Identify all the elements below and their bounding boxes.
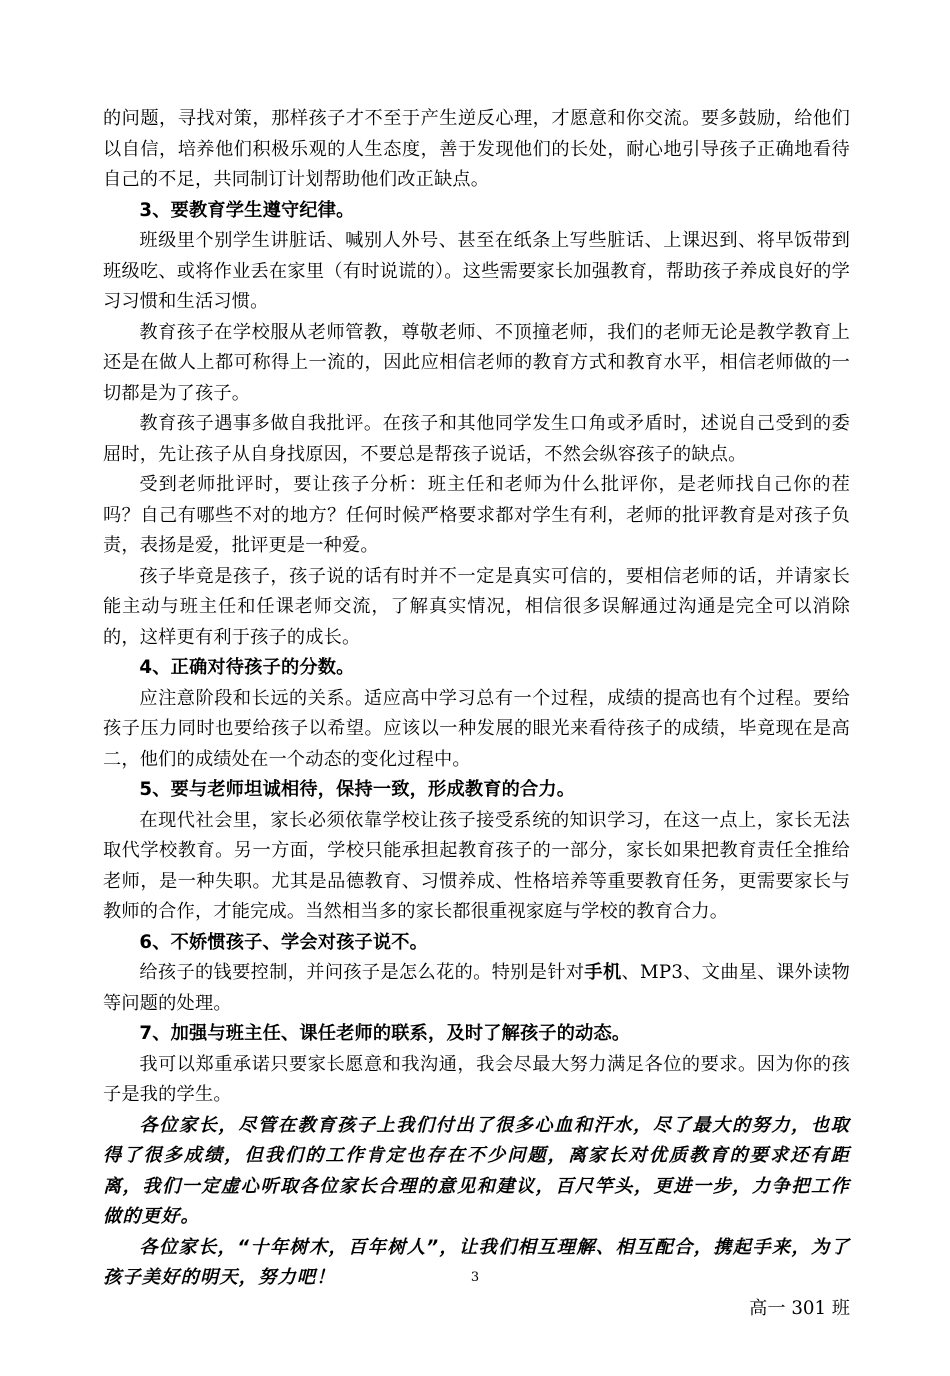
closing-paragraph-2: 各位家长，“十年树木，百年树人”，让我们相互理解、相互配合，携起手来，为了孩子美好的明天，努力吧！ <box>103 1236 850 1288</box>
section-heading-6: 6、不娇惯孩子、学会对孩子说不。 <box>139 931 429 953</box>
section-heading-4: 4、正确对待孩子的分数。 <box>139 657 355 678</box>
paragraph-3-2: 教育孩子在学校服从老师管教，尊敬老师、不顶撞老师，我们的老师无论是教学教育上还是在做人上都可称得上一流的，因此应相信老师的教育方式和教育水平，相信老师做的一切都是为了孩子。 <box>103 321 850 404</box>
paragraph-6-text-a: 给孩子的钱要控制，并问孩子是怎么花的。特别是针对 <box>139 962 585 983</box>
paragraph-5-1: 在现代社会里，家长必须依靠学校让孩子接受系统的知识学习，在这一点上，家长无法取代学校教育。另一方面，学校只能承担起教育孩子的一部分，家长如果把教育责任全推给老师，是一种失职。尤其是品德教育、习惯养成、性格培养等重要教育任务，更需要家长与教师的合作，才能完成。当然相当多的家长都很重视家庭与学校的教育合力。 <box>103 809 850 922</box>
closing-paragraph-1: 各位家长，尽管在教育孩子上我们付出了很多心血和汗水，尽了最大的努力，也取得了很多成绩，但我们的工作肯定也存在不少问题，离家长对优质教育的要求还有距离，我们一定虚心听取各位家长合理的意见和建议，百尺竿头，更进一步，力争把工作做的更好。 <box>103 1114 850 1227</box>
section-heading-5: 5、要与老师坦诚相待，保持一致，形成教育的合力。 <box>139 779 576 800</box>
section-heading-7: 7、加强与班主任、课任老师的联系，及时了解孩子的动态。 <box>139 1023 631 1044</box>
paragraph-4-1: 应注意阶段和长远的关系。适应高中学习总有一个过程，成绩的提高也有个过程。要给孩子压力同时也要给孩子以希望。应该以一种发展的眼光来看待孩子的成绩，毕竟现在是高二，他们的成绩处在一个动态的变化过程中。 <box>103 687 850 770</box>
paragraph-3-1: 班级里个别学生讲脏话、喊别人外号、甚至在纸条上写些脏话、上课迟到、将早饭带到班级吃、或将作业丢在家里（有时说谎的）。这些需要家长加强教育，帮助孩子养成良好的学习习惯和生活习惯。 <box>103 230 850 312</box>
section-heading-3: 3、要教育学生遵守纪律。 <box>139 199 355 221</box>
paragraph-6-1 <box>103 958 850 1019</box>
paragraph-6-text-b: 、MP3、文曲星、课外读物等问题的处理。 <box>103 962 850 1014</box>
page-number: 3 <box>470 1270 480 1285</box>
document-body <box>103 104 850 1324</box>
paragraph-6-bold-phone: 手机 <box>584 962 622 983</box>
paragraph-3-4: 受到老师批评时，要让孩子分析：班主任和老师为什么批评你，是老师找自己你的茬吗？自己有哪些不对的地方？任何时候严格要求都对学生有利，老师的批评教育是对孩子负责，表扬是爱，批评更是一种爱。 <box>103 474 850 556</box>
paragraph-3-3: 教育孩子遇事多做自我批评。在孩子和其他同学发生口角或矛盾时，述说自己受到的委屈时，先让孩子从自身找原因，不要总是帮孩子说话，不然会纵容孩子的缺点。 <box>103 413 850 465</box>
paragraph-intro: 的问题，寻找对策，那样孩子才不至于产生逆反心理，才愿意和你交流。要多鼓励，给他们以自信，培养他们积极乐观的人生态度，善于发现他们的长处，耐心地引导孩子正确地看待自己的不足，共同制订计划帮助他们改正缺点。 <box>103 108 850 190</box>
paragraph-3-5: 孩子毕竟是孩子，孩子说的话有时并不一定是真实可信的，要相信老师的话，并请家长能主动与班主任和任课老师交流，了解真实情况，相信很多误解通过沟通是完全可以消除的，这样更有利于孩子的成长。 <box>103 565 850 648</box>
signature: 高一 301 班 <box>749 1297 850 1319</box>
paragraph-7-1: 我可以郑重承诺只要家长愿意和我沟通，我会尽最大努力满足各位的要求。因为你的孩子是我的学生。 <box>103 1053 850 1105</box>
